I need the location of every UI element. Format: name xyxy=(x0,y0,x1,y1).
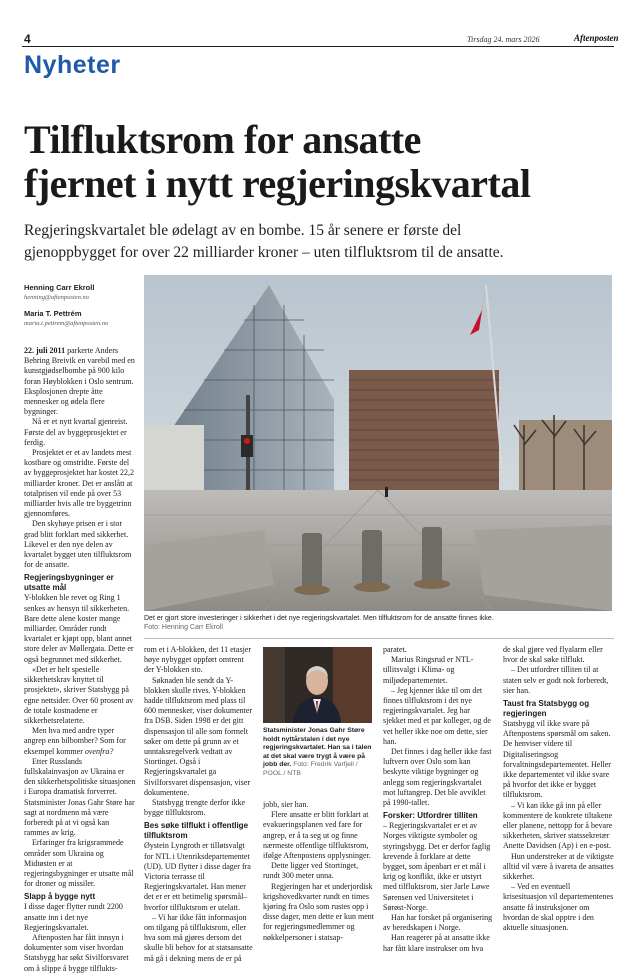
headline-line-1: Tilfluktsrom for ansatte xyxy=(24,117,421,162)
article-column-1: 22. juli 2011 parkerte Anders Behring Breivik en varebil med en kunstgjødselbombe på 900 kilo foran Høyblokken i Oslo sentrum. Eksplosjonen drepte åtte mennesker og ødela flere bygninger. Nå er et nytt kvartal gjenreist. Første del av byggeprosjektet er ferdig. Prosjektet er et av landets mest kostbare og omstridte. Første del av byggeprosjektet har kostet 22,2 milliarder kroner. Det er anslått at totalprisen vil ende på over 53 milliarder hvis alle tre byggetrinn gjennomføres. Den skyhøye prisen er i stor grad blitt forklart med sikkerhet. Likevel er den nye delen av kvartalet bygget uten tilfluktsrom for de ansatte. Regjeringsbygninger er utsatte mål Y-blokken ble revet og Ring 1 senkes av hensyn til sikkerheten. Bare dette alene koster mange milliarder. Områder rundt kvartalet er kjøpt opp, blant annet store deler av Møllergata. Dette er også begrunnet med sikkerhet. «Det er helt spesielle sikkerhetskrav knyttet til prosjektet», skriver Statsbygg på egne nettsider. Over 60 prosent av de totale kostnadene er sikkerhetsrelaterte. Men hva med andre typer angrep enn bilbomber? Som for eksempel kommer ovenfra? Etter Russlands fullskalainvasjon av Ukraina er den sikkerhetspolitiske situasjonen i Europa dramatisk forverret. Statsminister Jonas Gahr Støre har sagt at nordmenn må være forberedt på at vi også kan rammes av krig. Erfaringer fra krigsrammede områder som Ukraina og Midtøsten er at regjeringsbygninger er utsatte mål for droner og missiler. Slapp å bygge nytt I disse dager flytter rundt 2200 ansatte inn i det nye Regjeringskvartalet. Aftenposten har fått innsyn i dokumenter som viser hvordan Statsbygg har søkt Sivilforsvaret om å slippe å bygge tilflukts- xyxy=(24,346,136,973)
subheading: Slapp å bygge nytt xyxy=(24,892,96,902)
bylines xyxy=(24,283,136,327)
ingress-line-1: Regjeringskvartalet ble ødelagt av en bombe. 15 år senere er første del xyxy=(24,222,462,239)
article-column-4: paratet. Marius Ringsrud er NTL-tillitsvalgt i Klima- og miljødepartementet. – Jeg kjenner ikke til om det finnes tilfluktsrom i det nye regjeringskvartalet. Jeg har sjekket med et par kolleger, og de vet heller ikke noe om dette, sier han. Det finnes i dag heller ikke fast luftvern over Oslo som kan beskytte viktige bygninger og anlegg som regjeringskvartalet mot luftangrep. Det ble avviklet på 1990-tallet. Forsker: Utfordrer tilliten – Regjeringskvartalet er et av Norges viktigste symboler og styringsbygg. Det er derfor faglig krevende å forklare at dette bygget, som åpenbart er et mål i krig og konflikt, ikke er utstyrt med tilfluktsrom, sier Jarle Løwe Sørensen ved Universitetet i Sørøst-Norge. Han har forsket på organisering av beredskapen i Norge. Han reagerer på at ansatte ikke har fått klare instrukser om hva xyxy=(383,645,493,953)
caption-rule xyxy=(144,638,614,639)
main-photo xyxy=(144,275,612,611)
ingress-line-2: gjenoppbygget for over 22 milliarder kroner – uten tilfluktsrom til de ansatte. xyxy=(24,244,504,261)
headline xyxy=(24,118,614,206)
byline-name: Henning Carr Ekroll xyxy=(24,283,95,292)
subheading: Regjeringsbygninger er utsatte mål xyxy=(24,573,114,593)
ingress xyxy=(24,220,616,264)
header-rule xyxy=(22,46,614,47)
photo-caption: Det er gjort store investeringer i sikkerhet i det nye regjeringskvartalet. Men tilfluktsrom for de ansatte finnes ikke. Foto: Henning Carr Ekroll xyxy=(144,615,494,631)
portrait-photo xyxy=(263,647,372,723)
byline-email: henning@aftenposten.no xyxy=(24,294,90,301)
subheading: Bes søke tilflukt i offentlige tilfluktsrom xyxy=(144,821,249,841)
article-column-5: de skal gjøre ved flyalarm eller hvor de skal søke tilflukt. – Det utfordrer tilliten til at staten selv er godt nok forberedt, sier han. Taust fra Statsbygg og regjeringen Statsbygg vil ikke svare på Aftenpostens spørsmål om saken. De henviser videre til Digitaliseringsog forvaltningsdepartementet. Heller ikke departementet vil ikke svare på hvorfor det ikke er bygget tilfluktsrom. – Vi kan ikke gå inn på eller kommentere de konkrete tiltakene eller planene, nettopp for å bevare sikkerheten, skriver statssekretær Anette Davidsen (Ap) i en e-post. Hun understreker at de viktigste alltid vil være å ivareta de ansattes sikkerhet. – Ved en eventuell krisesituasjon vil departementenes ansatte få instruksjoner om hvordan de skal opptre i den aktuelle situasjonen. xyxy=(503,645,614,933)
issue-date: Tirsdag 24. mars 2026 xyxy=(467,35,540,44)
article-column-3: jobb, sier han. Flere ansatte er blitt forklart at evakueringsplanen ved fare for angrep, er å ta seg ut og finne nærmeste offentlige tilfluktsrom, ifølge Aftenpostens opplysninger. Dette ligger ved Stortinget, rundt 300 meter unna. Regjeringen har et underjordisk krigshovedkvarter rundt en times kjøring fra Oslo som rustes opp i disse dager, men dette er kun ment for regjeringsmedlemmer og nøkkelpersoner i statsap- xyxy=(263,800,374,942)
byline-name: Maria T. Pettrém xyxy=(24,309,82,318)
portrait-credit: Foto: Fredrik Varfjell / POOL / NTB xyxy=(263,761,358,777)
lead-date: 22. juli 2011 xyxy=(24,346,66,355)
newspaper-name: Aftenposten xyxy=(574,33,619,43)
page-number: 4 xyxy=(24,32,31,46)
subheading: Forsker: Utfordrer tilliten xyxy=(383,811,478,821)
subheading: Taust fra Statsbygg og regjeringen xyxy=(503,699,590,719)
portrait-caption: Statsminister Jonas Gahr Støre holdt nyttårstalen i det nye regjeringskvartalet. Han sa i talen at det skal være trygt å være på jobb der. Foto: Fredrik Varfjell / POOL / NTB xyxy=(263,727,372,777)
byline-email: maria.t.pettrem@aftenposten.no xyxy=(24,320,109,327)
section-title: Nyheter xyxy=(24,51,121,79)
article-column-2: rom et i A-blokken, det 11 etasjer høye nybygget oppført omtrent der Y-blokken sto. Søknaden ble sendt da Y-blokken skulle rives. Y-blokken hadde tilfluktsrom med plass til 600 mennesker, viser dokumenter fra DSB. Siden 1998 er det gitt dispensasjon til alle som formelt søker om dette på grunn av et unntaksregelverk vedtatt av Stortinget. Også i Regjeringskvartalet ga Sivilforsvaret dispensasjon, viser dokumentene. Statsbygg trengte derfor ikke bygge tilfluktsrom. Bes søke tilflukt i offentlige tilfluktsrom Øystein Lyngroth er tilløtsvalgt for NTL i Utenriksdepartementet (UD). UD flytter i disse dager fra Victoria terrasse til Regjeringskvartalet. Han mener det er er ett betimelig spørsmål– hvorfor tilfluktsrom er utelatt. – Vi har ikke fått informasjon om tilgang på tilfluktsrom, eller hva som må gjøres dersom det skulle bli behov for at statsansatte må gå i dekning mens de er på xyxy=(144,645,253,963)
photo-credit: Foto: Henning Carr Ekroll xyxy=(144,624,223,631)
headline-line-2: fjernet i nytt regjeringskvartal xyxy=(24,161,531,206)
